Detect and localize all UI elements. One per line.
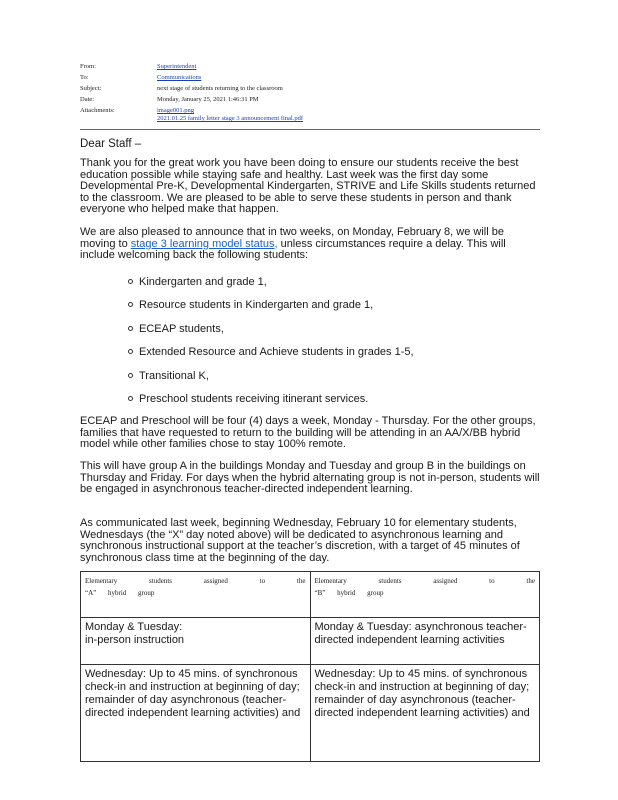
bullet-circle-icon [128, 326, 133, 331]
paragraph-text-after-link: unless circumstances require a delay. This will include welcoming back the following students: [80, 237, 506, 261]
attachment-image-link[interactable]: image001.png [157, 107, 195, 114]
paragraph-announcement [80, 227, 540, 262]
subject-row [80, 85, 540, 93]
from-value-link[interactable]: Superintendent [157, 63, 197, 70]
to-label: To: [80, 74, 89, 81]
group-a-header-line2: “A” hybrid group [85, 589, 155, 597]
table-row [81, 618, 540, 665]
subject-value: next stage of students returning to the classroom [157, 85, 283, 92]
to-value-link[interactable]: Communications [157, 74, 202, 81]
table-row [81, 665, 540, 762]
paragraph-text: Thank you for the great work you have been doing to ensure our students receive the best education possible while staying safe and healthy. Last week was the first day some Developmental Pre-K, Developmental Kindergarten, STRIVE and Life Skills students returned to the classroom. We are pleased to be able to serve these students in person and thank everyone who helped make that happen. [80, 157, 536, 215]
list-item: Preschool students receiving itinerant services. [128, 393, 368, 405]
bullet-circle-icon [128, 279, 133, 284]
greeting: Dear Staff – [80, 138, 142, 150]
group-b-header: Elementary students assigned to the “B” hybrid group [310, 572, 540, 618]
email-header [80, 63, 540, 123]
bullet-circle-icon [128, 396, 133, 401]
attachment-pdf-link[interactable]: 2021.01.25 family letter stage 3 announcement final.pdf [157, 115, 304, 122]
bullet-circle-icon [128, 302, 133, 307]
paragraph-groups: This will have group A in the buildings Monday and Tuesday and group B in the buildings on Thursday and Friday. For days when the hybrid alternating group is not in-person, students will be engaged in asynchronous teacher-directed independent learning. [80, 460, 540, 495]
from-row [80, 63, 540, 71]
table-cell: Monday & Tuesday: asynchronous teacher-directed independent learning activities [310, 618, 540, 665]
attachments-label: Attachments: [80, 107, 115, 114]
header-divider [80, 129, 540, 130]
table-header-row [81, 572, 540, 618]
stage-3-learning-model-link[interactable]: stage 3 learning model status, [130, 237, 278, 250]
date-label: Date: [80, 96, 95, 103]
group-a-header: Elementary students assigned to the “A” hybrid group [81, 572, 311, 618]
date-value: Monday, January 25, 2021 1:46:31 PM [157, 96, 259, 103]
table-cell: Monday & Tuesday: in-person instruction [81, 618, 311, 665]
attachments-row [80, 107, 540, 115]
attachments-row-2 [80, 115, 540, 123]
list-item: Transitional K, [128, 370, 209, 382]
paragraph-thank-you [80, 158, 540, 216]
date-row [80, 96, 540, 104]
paragraph-wednesdays: As communicated last week, beginning Wednesday, February 10 for elementary students, Wednesdays (the “X” day noted above) will be dedicated to asynchronous learning and synchronous instructional support at the teacher’s discretion, with a target of 45 minutes of synchronous class time at the beginning of the day. [80, 517, 520, 564]
paragraph-schedule: ECEAP and Preschool will be four (4) days a week, Monday - Thursday. For the other groups, families that have requested to return to the building will be attending in an AA/X/BB hybrid model while other families chose to stay 100% remote. [80, 415, 536, 450]
list-item: Extended Resource and Achieve students in grades 1-5, [128, 346, 414, 358]
list-item: Resource students in Kindergarten and grade 1, [128, 299, 373, 311]
table-cell: Wednesday: Up to 45 mins. of synchronous check-in and instruction at beginning of day; remainder of day asynchronous (teacher-directed independent learning activities) and [81, 665, 311, 762]
group-b-header-line2: “B” hybrid group [314, 589, 384, 597]
list-item: ECEAP students, [128, 323, 224, 335]
paragraph-text-before-link: We are also pleased to announce that in two weeks, on Monday, February 8, we will be moving to [80, 226, 504, 250]
to-row [80, 74, 540, 82]
bullet-circle-icon [128, 373, 133, 378]
subject-label: Subject: [80, 85, 102, 92]
from-label: From: [80, 63, 96, 70]
hybrid-schedule-table [80, 571, 540, 762]
bullet-circle-icon [128, 349, 133, 354]
list-item: Kindergarten and grade 1, [128, 276, 267, 288]
table-cell: Wednesday: Up to 45 mins. of synchronous check-in and instruction at beginning of day; remainder of day asynchronous (teacher-directed independent learning activities) and [310, 665, 540, 762]
